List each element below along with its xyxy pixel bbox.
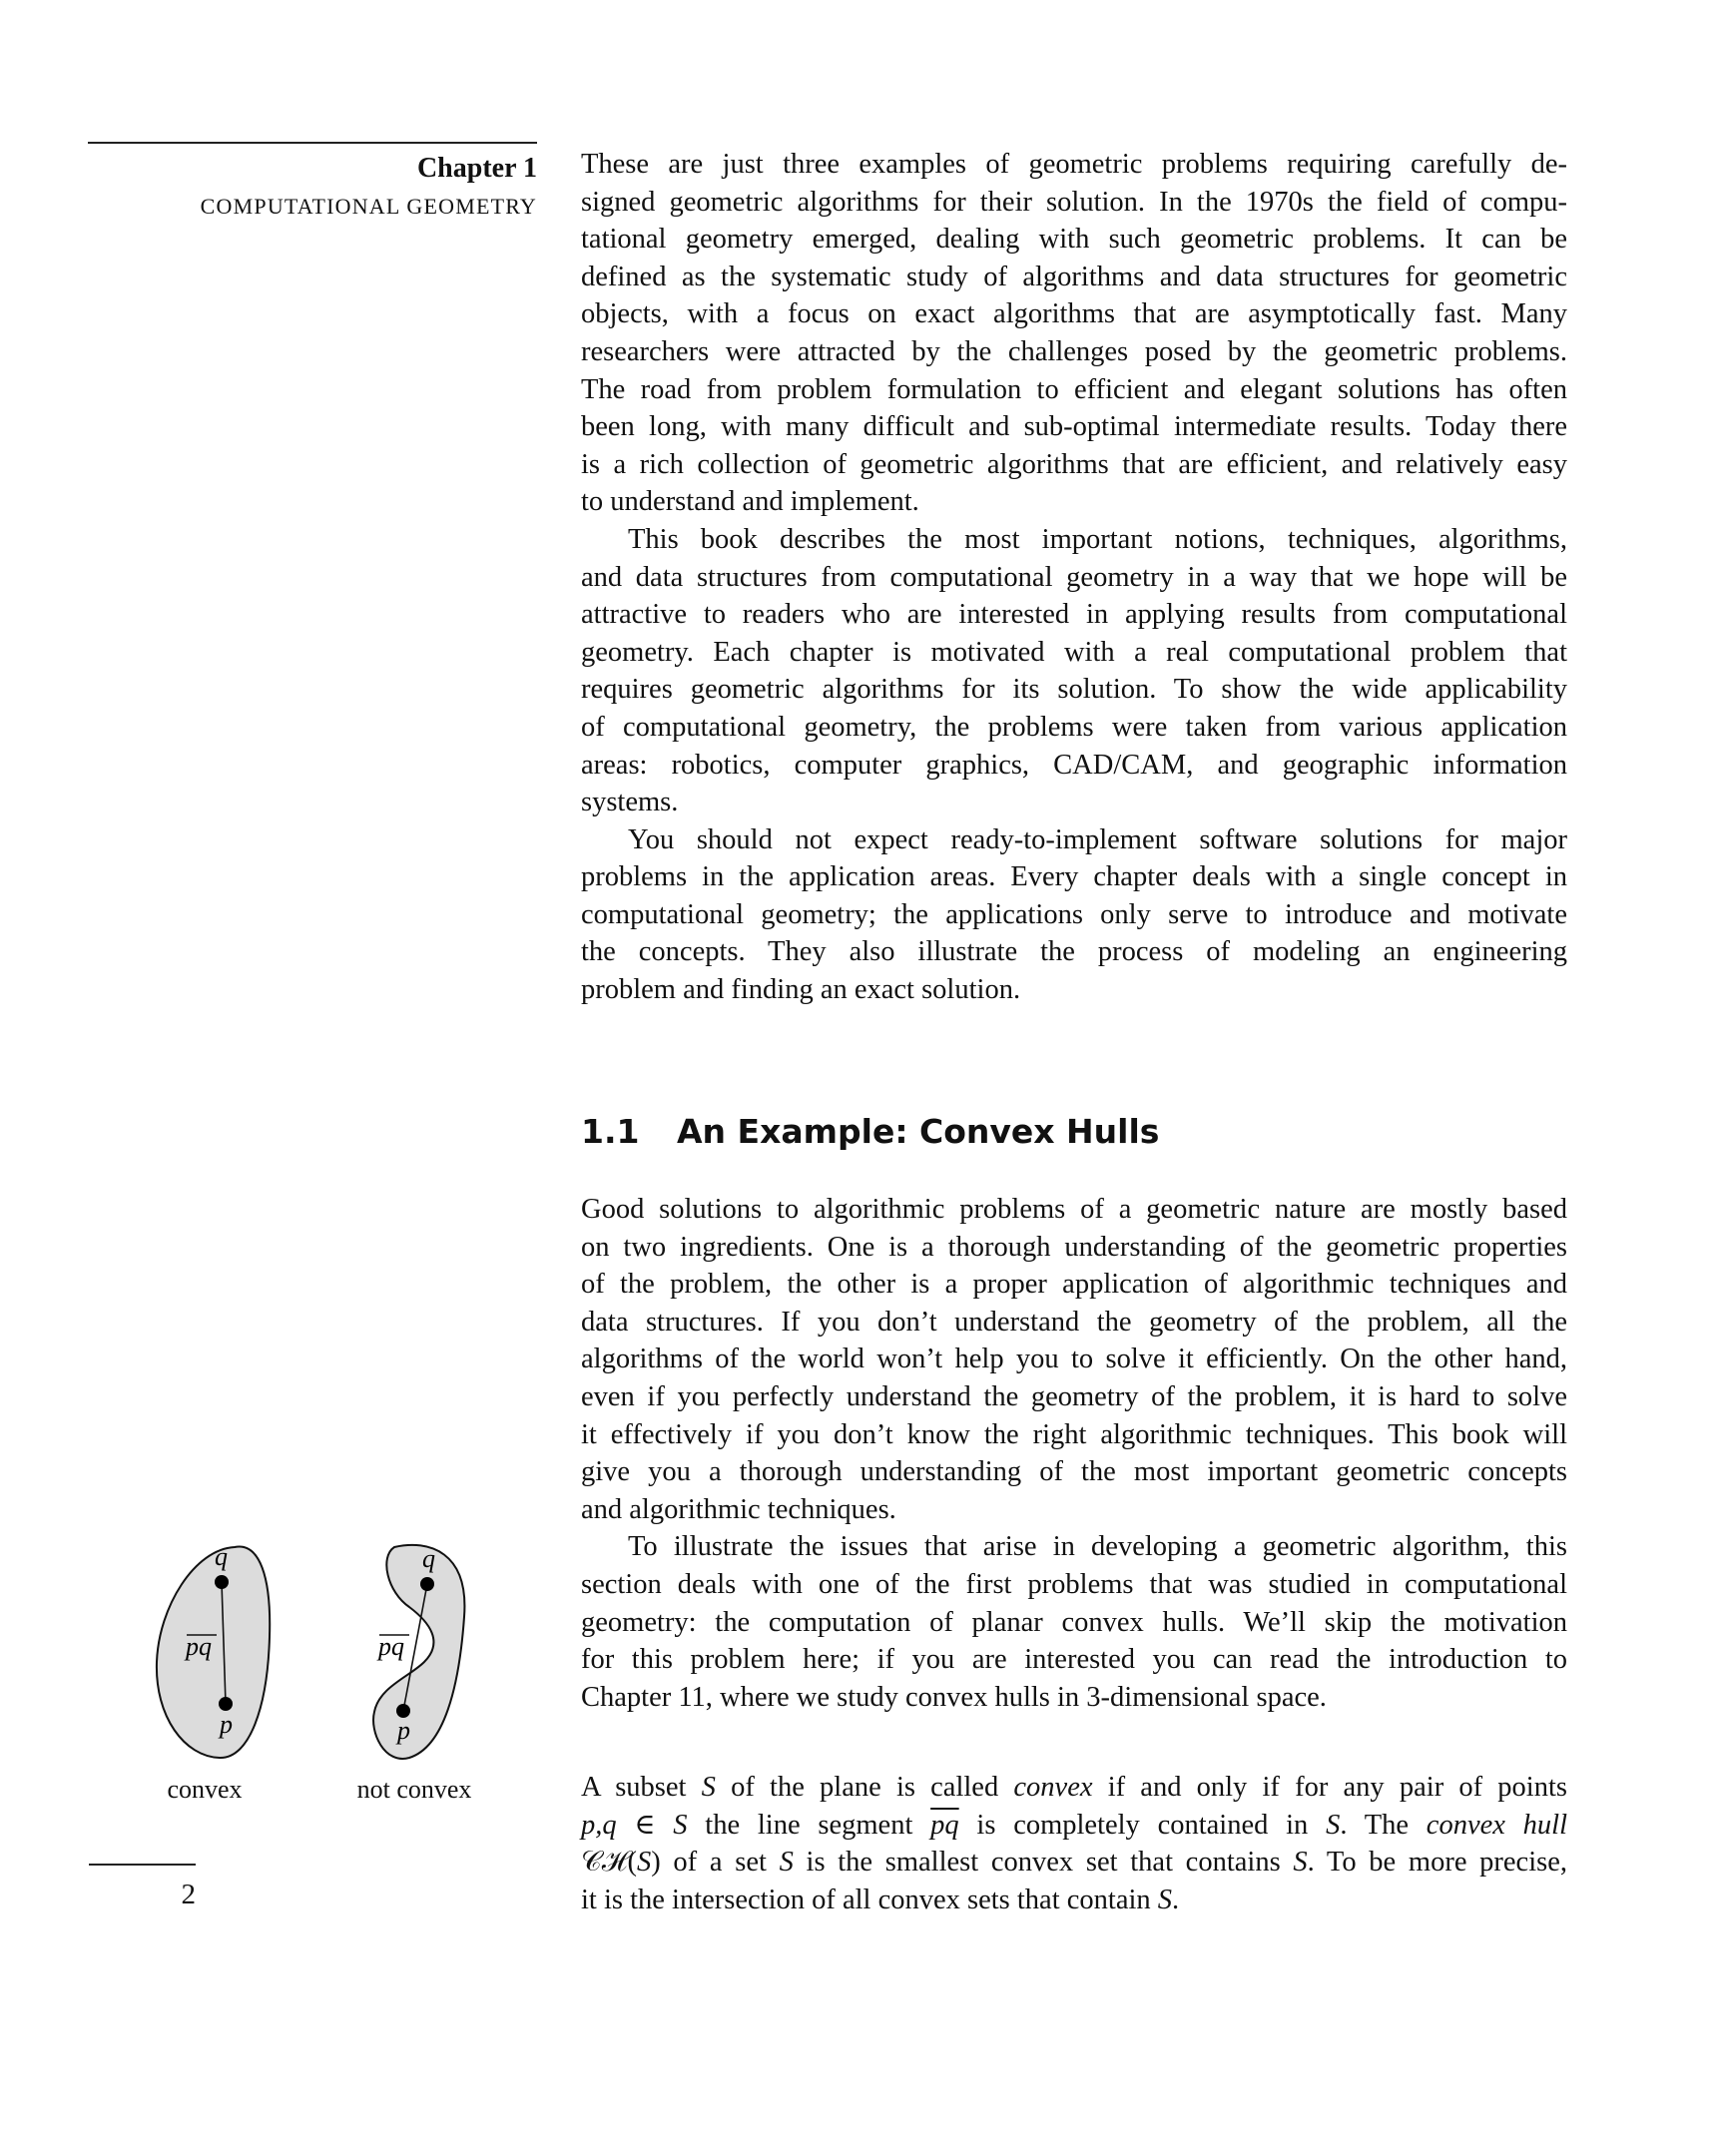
text-line: and data structures from computational geometry in a way that we hope will be (581, 561, 1567, 593)
math-var: S (779, 1847, 794, 1879)
segment-pq: $\overline{pq}$ (930, 1809, 959, 1841)
math-var: S (636, 1847, 652, 1879)
convex-shape-group (157, 1542, 270, 1758)
text-line: This book describes the most important notions, techniques, algorithms, (628, 523, 1567, 555)
text-line: defined as the systematic study of algorithms and data structures for geometric (581, 261, 1567, 292)
text-line: problems in the application areas. Every chapter deals with a single concept in (581, 861, 1567, 893)
section-number: 1.1 (581, 1112, 640, 1151)
text-line: even if you perfectly understand the geometry of the problem, it is hard to solve (581, 1380, 1567, 1412)
figure-caption-convex: convex (167, 1775, 243, 1804)
text-line: To illustrate the issues that arise in developing a geometric algorithm, this (628, 1531, 1567, 1563)
section-title: An Example: Convex Hulls (677, 1112, 1160, 1151)
label-q-non-convex: q (422, 1544, 435, 1573)
text: is completely contained in (958, 1809, 1327, 1841)
text-line: and algorithmic techniques. (581, 1493, 896, 1525)
text-line: objects, with a focus on exact algorithms that are asymptotically fast. Many (581, 298, 1567, 330)
text: A subset (581, 1772, 702, 1803)
label-pq-non-convex: pq (378, 1632, 404, 1661)
text-line: to understand and implement. (581, 486, 919, 518)
page-number: 2 (181, 1879, 196, 1910)
text-line: The road from problem formulation to efficient and elegant solutions has often (581, 373, 1567, 405)
definition-line-1 (581, 1769, 1567, 1807)
text-line: problem and finding an exact solution. (581, 974, 1021, 1006)
math-var: S (673, 1809, 688, 1841)
math-var: S (701, 1772, 716, 1803)
page-number-rule (89, 1864, 196, 1866)
point-p-convex (219, 1697, 233, 1711)
text-line: the concepts. They also illustrate the process of modeling an engineering (581, 936, 1567, 968)
text-line: You should not expect ready-to-implement software solutions for major (628, 823, 1567, 855)
text-line: algorithms of the world won’t help you to solve it efficiently. On the other hand, (581, 1344, 1567, 1375)
definition-line-4 (581, 1882, 1567, 1919)
label-pq-convex: pq (186, 1632, 212, 1661)
chapter-title: COMPUTATIONAL GEOMETRY (200, 194, 537, 219)
text-line: is a rich collection of geometric algorithms that are efficient, and relatively easy (581, 448, 1567, 480)
text: if and only if for any pair of points (1092, 1772, 1567, 1803)
math-paren: ) (651, 1847, 661, 1879)
text-line: researchers were attracted by the challenges posed by the geometric problems. (581, 335, 1567, 367)
text-line: areas: robotics, computer graphics, CAD/CAM, and geographic information (581, 749, 1567, 781)
text-line: requires geometric algorithms for its solution. To show the wide applicability (581, 674, 1567, 706)
section-heading (581, 1110, 1159, 1154)
text-line: These are just three examples of geometric problems requiring carefully de- (581, 149, 1567, 180)
label-q-convex: q (215, 1542, 228, 1571)
text: is the smallest convex set that contains (793, 1847, 1294, 1879)
text-line: data structures. If you don’t understand the geometry of the problem, all the (581, 1306, 1567, 1338)
text: the line segment (687, 1809, 931, 1841)
text-line: give you a thorough understanding of the most important geometric concepts (581, 1456, 1567, 1488)
math-var: S (1157, 1884, 1173, 1915)
term-convex-hull: convex hull (1426, 1809, 1568, 1841)
text-line: been long, with many difficult and sub-optimal intermediate results. Today there (581, 411, 1567, 443)
term-convex: convex (1013, 1772, 1093, 1803)
intro-text (581, 146, 1567, 1009)
text: of a set (660, 1847, 780, 1879)
text-line: section deals with one of the first problems that was studied in computational (581, 1568, 1567, 1600)
text: of the plane is called (715, 1772, 1014, 1803)
math-var: S (1326, 1809, 1341, 1841)
figure-caption-not-convex: not convex (356, 1775, 472, 1804)
text-line: computational geometry; the applications only serve to introduce and motivate (581, 898, 1567, 930)
math-var: S (1293, 1847, 1308, 1879)
chapter-label: Chapter 1 (416, 153, 537, 184)
definition-line-3 (581, 1844, 1567, 1882)
convex-shape (157, 1547, 270, 1758)
math-ch: 𝒞ℋ( (581, 1847, 637, 1879)
label-p-non-convex: p (397, 1716, 410, 1745)
text-line: systems. (581, 787, 679, 818)
text-line: of the problem, the other is a proper application of algorithmic techniques and (581, 1269, 1567, 1301)
text-line: geometry. Each chapter is motivated with a real computational problem that (581, 636, 1567, 668)
text: . (1172, 1884, 1180, 1915)
text: . The (1340, 1809, 1427, 1841)
text-line: signed geometric algorithms for their solution. In the 1970s the field of compu- (581, 186, 1567, 218)
text-line: it effectively if you don’t know the right algorithmic techniques. This book will (581, 1418, 1567, 1450)
label-p-convex: p (220, 1710, 233, 1739)
text: it is the intersection of all convex sets that contain (581, 1884, 1158, 1915)
text-line: on two ingredients. One is a thorough understanding of the geometric properties (581, 1231, 1567, 1263)
text-line: of computational geometry, the problems were taken from various application (581, 711, 1567, 743)
text-line: geometry: the computation of planar convex hulls. We’ll skip the motivation (581, 1606, 1567, 1638)
header-rule (88, 142, 537, 144)
text-line: attractive to readers who are interested in applying results from computational (581, 599, 1567, 631)
text: . To be more precise, (1307, 1847, 1567, 1879)
definition-line-2 (581, 1807, 1567, 1845)
non-convex-shape-group (373, 1544, 464, 1759)
math-var: p,q (581, 1809, 617, 1841)
text-line: Chapter 11, where we study convex hulls in 3-dimensional space. (581, 1681, 1327, 1713)
text: ∈ (616, 1809, 674, 1841)
text-line: Good solutions to algorithmic problems of a geometric nature are mostly based (581, 1194, 1567, 1225)
section-body-text (581, 1191, 1567, 1716)
point-q-convex (215, 1575, 229, 1589)
convexity-figure (140, 1537, 499, 1777)
point-q-non-convex (420, 1577, 434, 1591)
text-line: for this problem here; if you are interested you can read the introduction to (581, 1644, 1567, 1676)
definition-paragraph (581, 1769, 1567, 1918)
text-line: tational geometry emerged, dealing with such geometric problems. It can be (581, 224, 1567, 256)
